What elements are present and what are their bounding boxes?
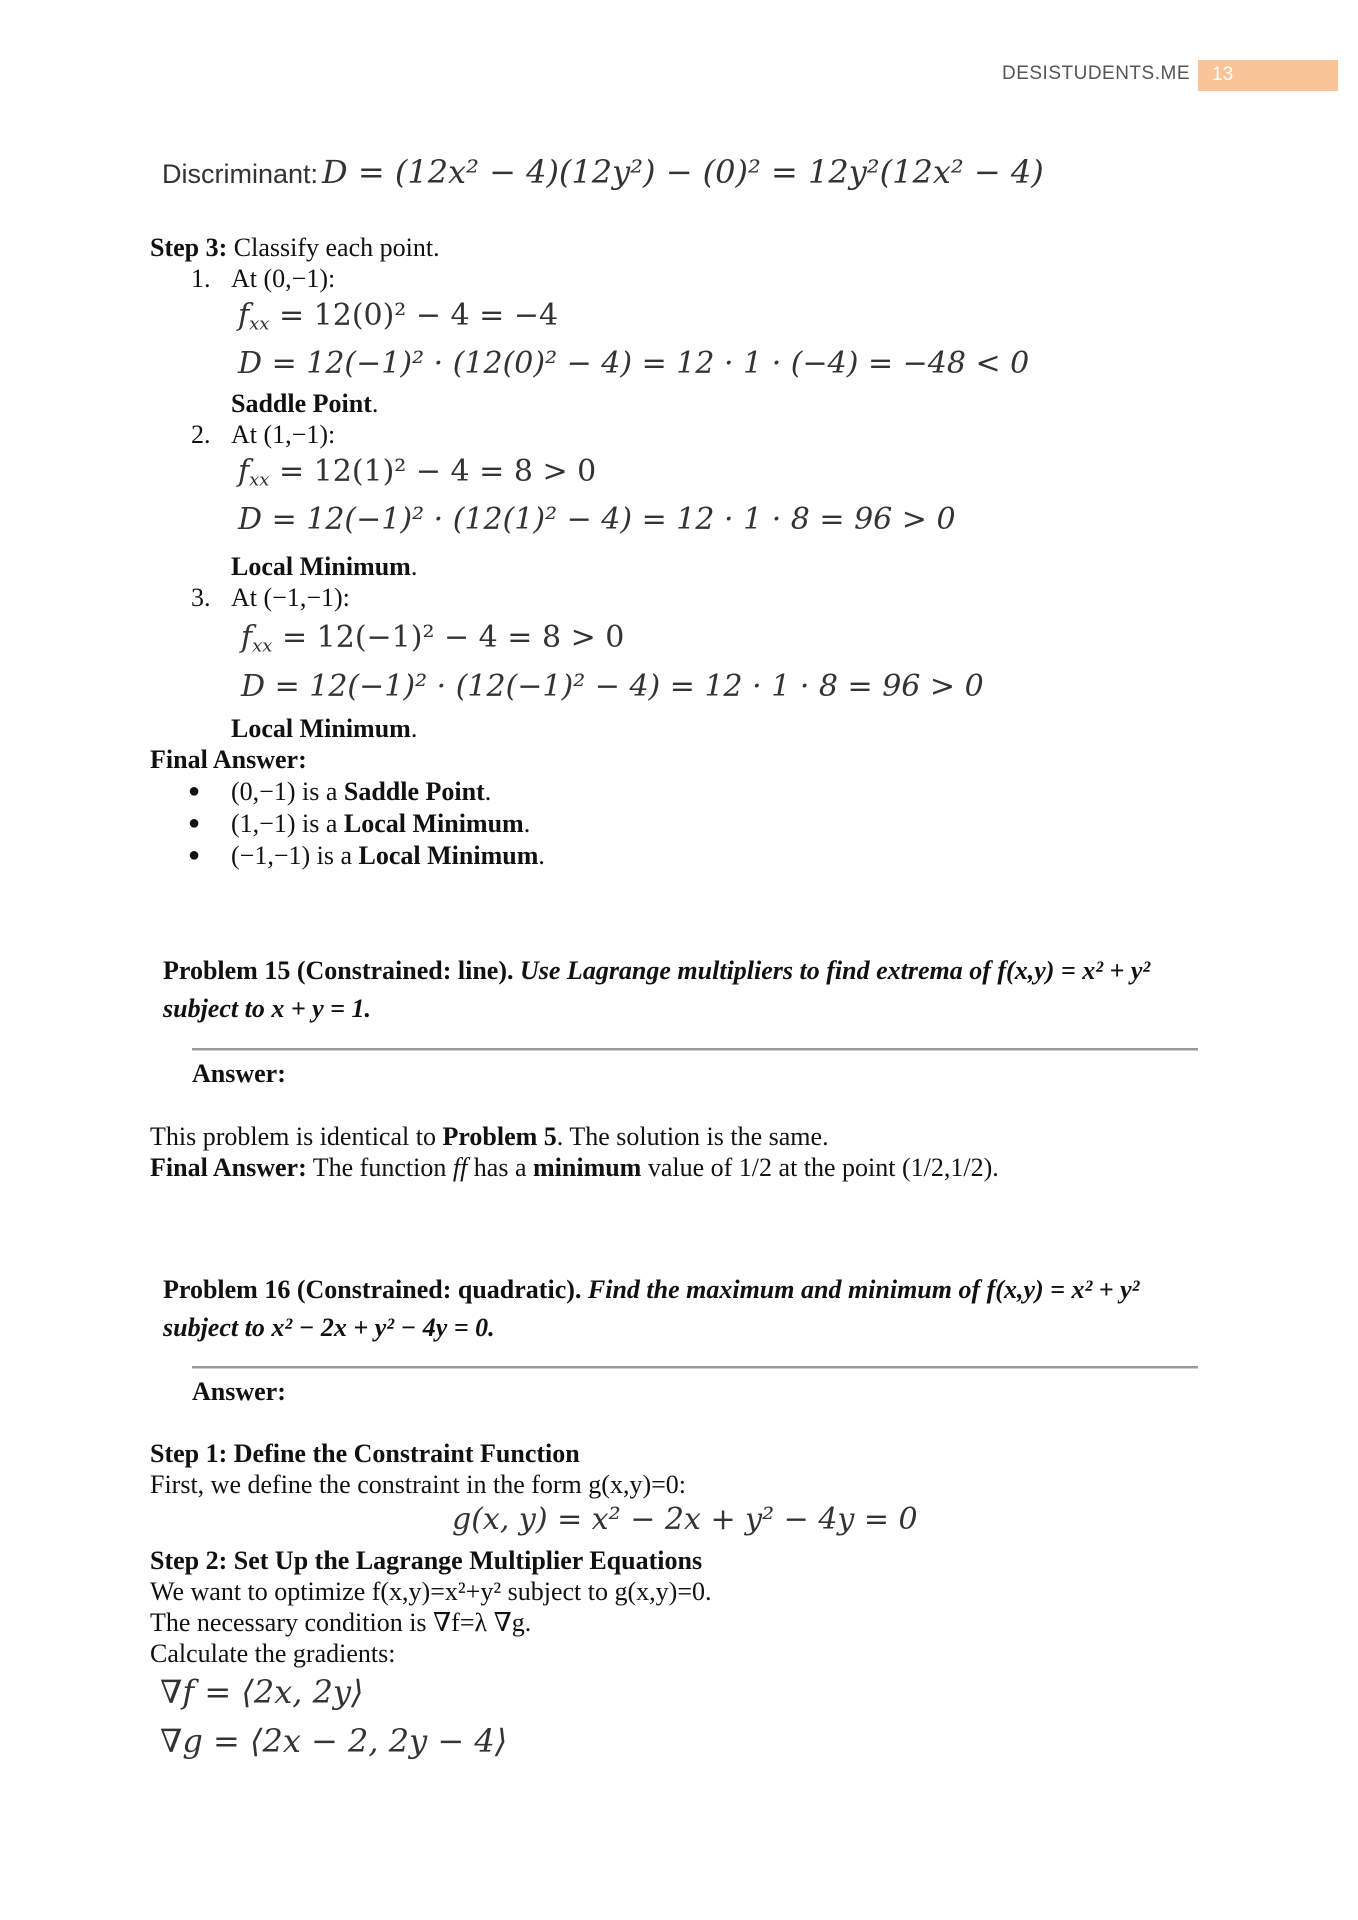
step1-title — [150, 1439, 580, 1469]
final-answer-label-text: Final Answer: — [150, 745, 307, 774]
point3-number: 3. — [191, 583, 211, 612]
point1-at: At (0,−1): — [231, 264, 336, 293]
p15-final-bold: minimum — [533, 1153, 642, 1182]
p15-final-mid: has a — [467, 1153, 533, 1182]
point1-fxx: $f_{xx} = 12(0)^2 - 4 = -4$ — [238, 298, 559, 335]
point2-number: 2. — [191, 420, 211, 449]
problem16-title — [163, 1271, 1203, 1347]
divider — [192, 1048, 1198, 1051]
step2-line3: Calculate the gradients: — [150, 1639, 396, 1668]
page-number: 13 — [1212, 64, 1234, 85]
point2-result-text: Local Minimum — [231, 552, 411, 581]
problem15-statement: Use Lagrange multipliers to find extrema of f(x,y) = x² + y² subject to x + y = 1. — [163, 956, 1151, 1023]
problem15-answer-label — [192, 1059, 286, 1089]
step2-line1: We want to optimize f(x,y)=x²+y² subject to g(x,y)=0. — [150, 1577, 712, 1606]
point2-at: At (1,−1): — [231, 420, 336, 449]
point2-period: . — [410, 552, 418, 581]
discriminant-line — [162, 154, 1044, 190]
bullet1-pre: (0,−1) is a — [231, 777, 344, 806]
p15-final-f: ff — [452, 1153, 468, 1182]
step1-title-text: Step 1: Define the Constraint Function — [150, 1439, 580, 1468]
p15-line1-post: . The solution is the same. — [556, 1122, 829, 1151]
step3-label: Step 3: — [150, 233, 228, 262]
problem15-line1 — [150, 1122, 829, 1152]
bullet2-post: . — [523, 809, 531, 838]
step2-line2: The necessary condition is ∇f=λ ∇g. — [150, 1608, 532, 1637]
bullet1-bold: Saddle Point — [343, 777, 485, 806]
final-bullet-1 — [231, 777, 491, 807]
step2-title — [150, 1546, 702, 1576]
step3-text: Classify each point. — [227, 233, 440, 262]
problem16-answer-label-text: Answer: — [192, 1377, 286, 1406]
step2-title-text: Step 2: Set Up the Lagrange Multiplier Equations — [150, 1546, 703, 1575]
p15-line1-bold: Problem 5 — [442, 1122, 557, 1151]
point1-period: . — [371, 389, 379, 418]
bullet3-pre: (−1,−1) is a — [231, 841, 359, 870]
problem15-answer-label-text: Answer: — [192, 1059, 286, 1088]
point3-result-text: Local Minimum — [231, 714, 411, 743]
discriminant-label: Discriminant: — [162, 159, 319, 189]
problem15-final — [150, 1153, 999, 1183]
bullet-icon: ● — [188, 844, 201, 866]
problem16-label: Problem 16 (Constrained: quadratic). — [163, 1275, 582, 1304]
point3-fxx: $f_{xx} = 12(-1)^2 - 4 = 8 > 0$ — [241, 620, 625, 657]
bullet3-bold: Local Minimum — [358, 841, 539, 870]
step3-heading — [150, 233, 440, 263]
problem15-title — [163, 952, 1203, 1028]
point2-d: D = 12(−1)² · (12(1)² − 4) = 12 · 1 · 8 = 96 > 0 — [238, 502, 956, 537]
g-formula: g(x, y) = x² − 2x + y² − 4y = 0 — [452, 1502, 918, 1537]
site-name: DESISTUDENTS.ME — [1001, 63, 1190, 84]
discriminant-formula: D = (12x² − 4)(12y²) − (0)² = 12y²(12x² − 4) — [322, 153, 1044, 191]
final-bullet-3 — [231, 841, 545, 871]
bullet-icon: ● — [188, 812, 201, 834]
bullet2-pre: (1,−1) is a — [231, 809, 344, 838]
problem16-statement: Find the maximum and minimum of f(x,y) = x² + y² subject to x² − 2x + y² − 4y = 0. — [163, 1275, 1140, 1342]
point2-fxx-value: = 12(1)² − 4 = 8 > 0 — [278, 454, 597, 489]
p15-line1-pre: This problem is identical to — [150, 1122, 443, 1151]
point1-fxx-value: = 12(0)² − 4 = −4 — [278, 298, 559, 333]
point3-fxx-value: = 12(−1)² − 4 = 8 > 0 — [281, 620, 625, 655]
point3-d: D = 12(−1)² · (12(−1)² − 4) = 12 · 1 · 8 = 96 > 0 — [241, 669, 984, 704]
point3-at: At (−1,−1): — [231, 583, 350, 612]
grad-g: ∇g = ⟨2x − 2, 2y − 4⟩ — [160, 1722, 508, 1760]
point2-fxx: $f_{xx} = 12(1)^2 - 4 = 8 > 0$ — [238, 454, 597, 491]
bullet3-post: . — [538, 841, 545, 870]
final-answer-label — [150, 745, 307, 775]
p15-final-pre: The function — [306, 1153, 453, 1182]
point1-result-text: Saddle Point — [231, 389, 372, 418]
bullet1-post: . — [484, 777, 492, 806]
grad-f: ∇f = ⟨2x, 2y⟩ — [160, 1673, 364, 1711]
problem16-answer-label — [192, 1377, 286, 1407]
point3-result — [231, 714, 417, 744]
problem15-label: Problem 15 (Constrained: line). — [163, 956, 514, 985]
page-number-box — [1198, 60, 1338, 91]
final-bullet-2 — [231, 809, 530, 839]
point1-number: 1. — [191, 264, 211, 293]
divider — [192, 1366, 1198, 1369]
point1-d: D = 12(−1)² · (12(0)² − 4) = 12 · 1 · (−4) = −48 < 0 — [238, 346, 1030, 381]
p15-final-label: Final Answer: — [150, 1153, 307, 1182]
bullet-icon: ● — [188, 780, 201, 802]
point1-result — [231, 389, 378, 419]
bullet2-bold: Local Minimum — [343, 809, 524, 838]
p15-final-post: value of 1/2 at the point (1/2,1/2). — [641, 1153, 999, 1182]
point3-period: . — [410, 714, 418, 743]
step1-text: First, we define the constraint in the form g(x,y)=0: — [150, 1470, 686, 1499]
point2-result — [231, 552, 417, 582]
